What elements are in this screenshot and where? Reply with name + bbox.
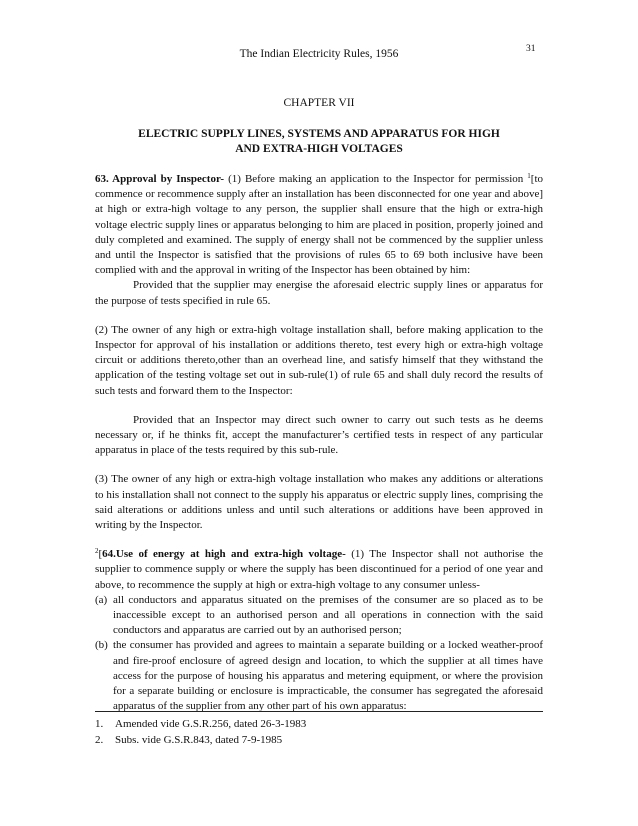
clause-text: the consumer has provided and agrees to maintain a separate building or a locked weather-proof and fire-proof enclosure of agreed design and location, to which the supplier at all times have access for the purpose of housing his apparatus and metering equipment, or where the provision for a separate building or enclosure is impracticable, the consumer has segregated the aforesaid apparatus of the supplier from any other part of his own apparatus: bbox=[113, 639, 543, 713]
running-head: The Indian Electricity Rules, 1956 bbox=[239, 48, 399, 60]
rule-64-heading: 64.Use of energy at high and extra-high voltage- bbox=[102, 548, 346, 561]
footnote bbox=[95, 732, 543, 748]
rule-63-proviso-1: Provided that the supplier may energise the aforesaid electric supply lines or apparatus for the purpose of tests specified in rule 65. bbox=[95, 279, 543, 307]
footnote-text: Subs. vide G.S.R.843, dated 7-9-1985 bbox=[115, 734, 283, 746]
footnote-text: Amended vide G.S.R.256, dated 26-3-1983 bbox=[115, 718, 307, 730]
page-number: 31 bbox=[526, 44, 536, 54]
rule-63-proviso-2: Provided that an Inspector may direct such owner to carry out such tests as he deems necessary or, if he thinks fit, accept the manufacturer’s certified tests in respect of any particular apparatus in place of the tests required by this sub-rule. bbox=[95, 413, 543, 457]
footnote-number: 2. bbox=[95, 734, 104, 746]
rule-63-heading: 63. Approval by Inspector- bbox=[95, 173, 225, 185]
list-item bbox=[95, 593, 543, 639]
footnote bbox=[95, 716, 543, 732]
rule-63-paragraph-1 bbox=[95, 172, 543, 278]
rule-63-paragraph-2: (2) The owner of any high or extra-high voltage installation shall, before making application to the Inspector for approval of his installation or additions thereto, test every high or extra-high voltage circuit or additions thereto,other than an overhead line, and satisfy himself that they withstand the application of the testing voltage set out in sub-rule(1) of rule 65 and shall duly record the results of such tests and forward them to the Inspector: bbox=[95, 323, 543, 397]
rule-63-text-b: [to commence or recommence supply after an installation has been disconnected for one year and above] at high or extra-high voltage to any person, the supplier shall ensure that the high or extra-high voltage electric supply lines or apparatus belonging to him are placed in position, properly joined and duly completed and examined. The supply of energy shall not be commenced by the supplier unless and until the Inspector is satisfied that the provisions of rules 65 to 69 both inclusive have been complied with and the approval in writing of the Inspector has been obtained by him: bbox=[95, 173, 544, 277]
chapter-title-line-1: ELECTRIC SUPPLY LINES, SYSTEMS AND APPARATUS FOR HIGH bbox=[138, 128, 500, 140]
footnote-number: 1. bbox=[95, 718, 104, 730]
footnote-divider bbox=[95, 711, 543, 712]
footnotes bbox=[95, 716, 543, 748]
rule-64-clause-list bbox=[95, 593, 543, 715]
footnote-ref-2: 2 bbox=[95, 547, 99, 556]
rule-64-paragraph-1 bbox=[95, 547, 543, 593]
list-item bbox=[95, 638, 543, 714]
rule-64-text: (1) The Inspector shall not authorise the supplier to commence supply or where the supply has been discontinued for a period of one year and above, to recommence the supply at high or extra-high voltage to any consumer unless- bbox=[95, 548, 544, 591]
rule-64-bracket: [ bbox=[98, 548, 103, 561]
chapter-heading: CHAPTER VII bbox=[283, 97, 355, 109]
clause-text: all conductors and apparatus situated on the premises of the consumer are so placed as to be inaccessible except to an authorised person and all operations in connection with the said conductors and apparatus are carried out by an authorised person; bbox=[113, 593, 543, 637]
rule-63-text-a: (1) Before making an application to the Inspector for permission bbox=[224, 173, 528, 185]
body-text bbox=[95, 172, 543, 715]
rule-63-paragraph-3: (3) The owner of any high or extra-high voltage installation who makes any additions or alterations to his installation shall not connect to the supply his apparatus or electric supply lines, comprising the said alterations or additions unless and until such alterations or additions have been approved in writing by the Inspector. bbox=[95, 473, 543, 532]
chapter-title bbox=[95, 127, 543, 157]
chapter-title-line-2: AND EXTRA-HIGH VOLTAGES bbox=[235, 143, 403, 155]
clause-label: (a) bbox=[95, 593, 108, 606]
clause-label: (b) bbox=[95, 639, 108, 652]
footnote-ref-1: 1 bbox=[527, 172, 531, 180]
